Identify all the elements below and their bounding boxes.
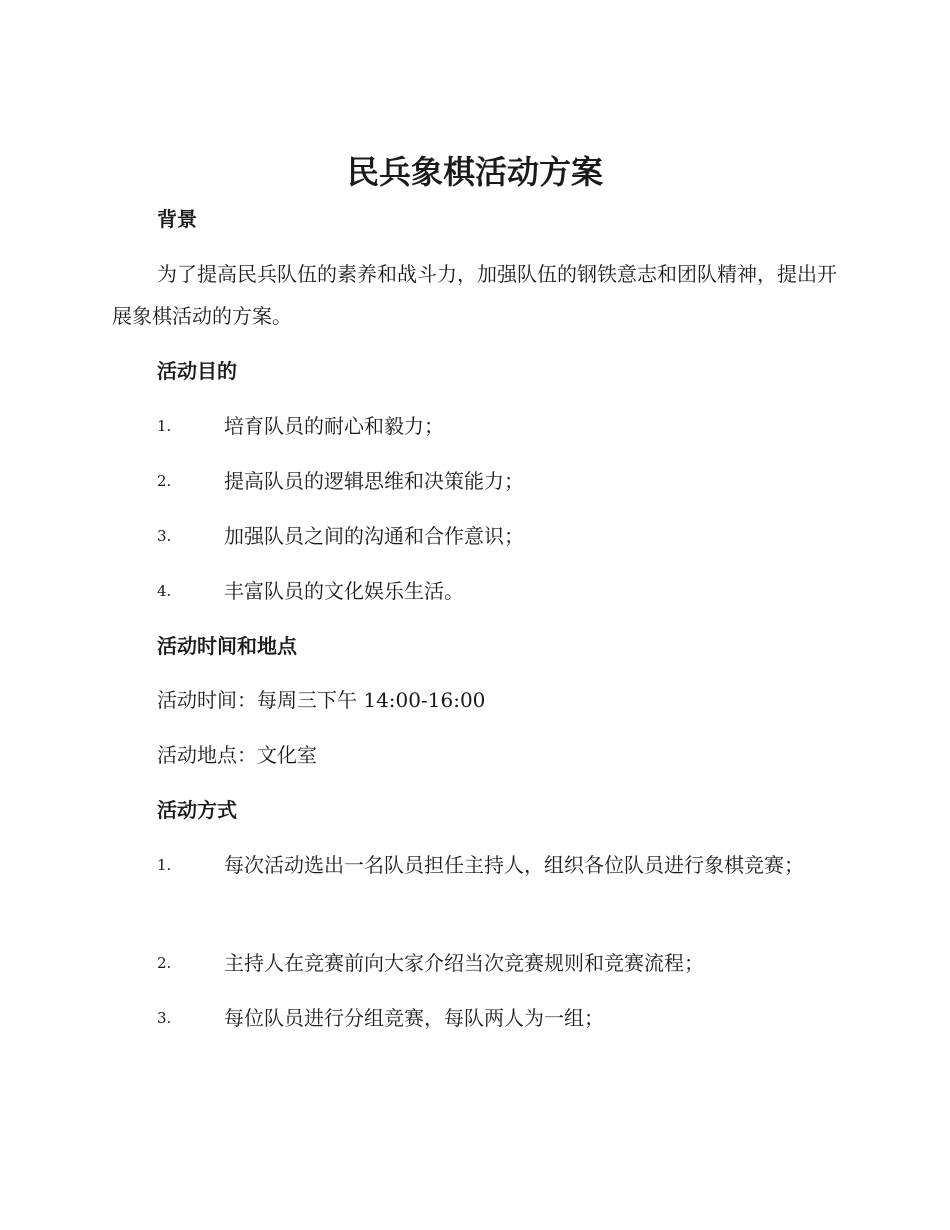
purpose-list-item [112,515,822,557]
method-list-item [112,997,822,1039]
section-heading-background: 背景 [157,207,197,231]
method-list-item [112,844,822,886]
purpose-list-item [112,570,822,612]
activity-place: 活动地点：文化室 [157,743,317,767]
list-item-text: 加强队员之间的沟通和合作意识； [224,524,524,548]
list-item-number: 2. [157,472,172,490]
list-item-text: 主持人在竞赛前向大家介绍当次竞赛规则和竞赛流程； [224,951,704,975]
list-item-number: 1. [157,417,172,435]
list-item-text: 提高队员的逻辑思维和决策能力； [224,469,524,493]
purpose-list-item [112,405,822,447]
list-item-number: 3. [157,527,172,545]
list-item-text: 丰富队员的文化娱乐生活。 [224,579,464,603]
list-item-number: 4. [157,582,172,600]
purpose-list-item [112,460,822,502]
list-item-number: 3. [157,1009,172,1027]
list-item-text: 培育队员的耐心和毅力； [224,414,444,438]
document-title: 民兵象棋活动方案 [346,153,603,191]
method-list-item [112,942,822,984]
section-heading-time-place: 活动时间和地点 [157,634,297,658]
activity-time: 活动时间：每周三下午 14:00-16:00 [157,688,486,712]
section-heading-method: 活动方式 [157,798,237,822]
section-heading-purpose: 活动目的 [157,359,237,383]
list-item-number: 1. [157,856,172,874]
list-item-text: 每次活动选出一名队员担任主持人，组织各位队员进行象棋竞赛； [224,853,804,877]
list-item-number: 2. [157,954,172,972]
background-paragraph [112,253,842,337]
list-item-text: 每位队员进行分组竞赛，每队两人为一组； [224,1006,604,1030]
background-paragraph-text: 为了提高民兵队伍的素养和战斗力，加强队伍的钢铁意志和团队精神，提出开展象棋活动的方案。 [112,262,837,328]
